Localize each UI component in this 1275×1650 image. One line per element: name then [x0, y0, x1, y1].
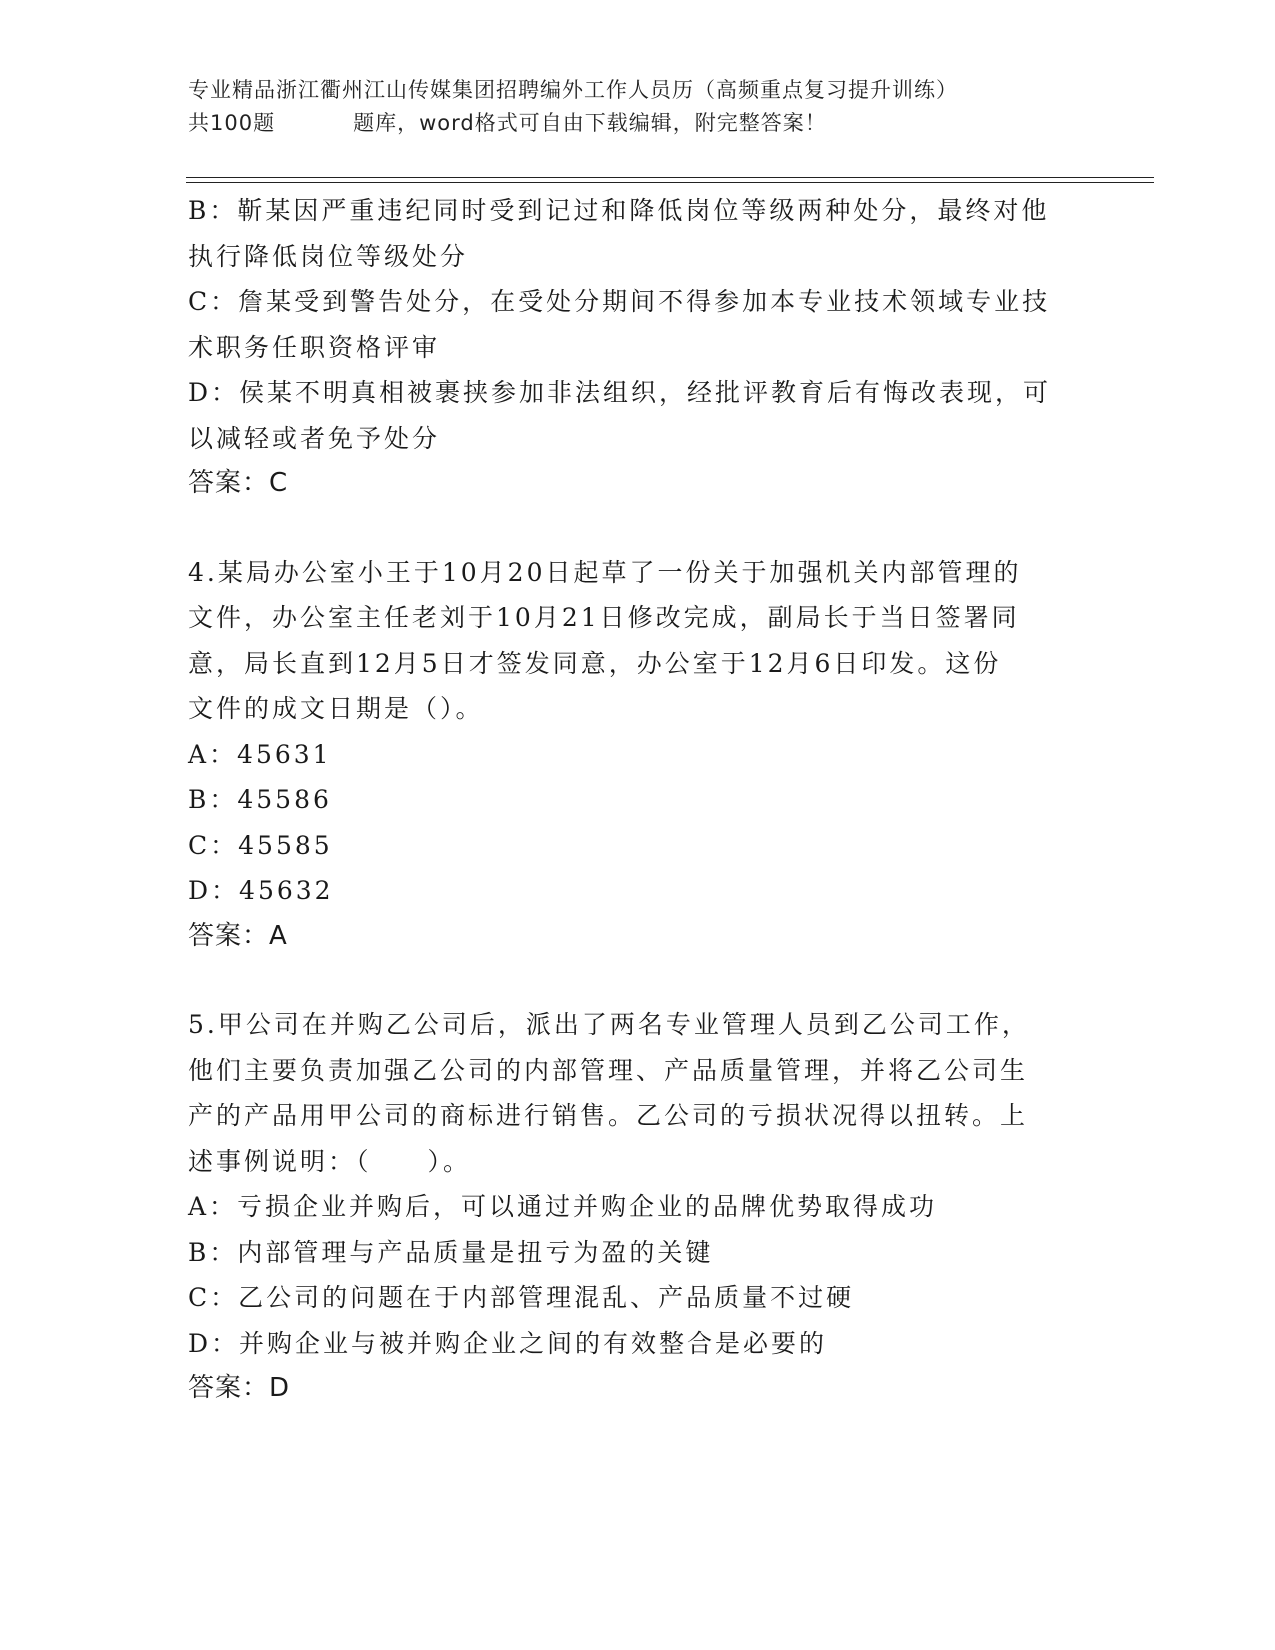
q5-stem-line2: 他们主要负责加强乙公司的内部管理、产品质量管理，并将乙公司生 [188, 1055, 1029, 1085]
q5-stem-line4: 述事例说明：（ ）。 [188, 1146, 472, 1176]
q3-option-b-line1: B：靳某因严重违纪同时受到记过和降低岗位等级两种处分，最终对他 [188, 196, 1050, 225]
q3-option-d-line2: 以减轻或者免予处分 [188, 423, 441, 453]
q5-option-b: B：内部管理与产品质量是扭亏为盈的关键 [188, 1237, 714, 1267]
header-subtitle-line [188, 107, 1108, 140]
q4-stem-line1: 4.某局办公室小王于10月20日起草了一份关于加强机关内部管理的 [188, 557, 1022, 587]
q3-option-d-line1: D：侯某不明真相被裹挟参加非法组织，经批评教育后有悔改表现，可 [188, 378, 1052, 407]
q4-option-c: C：45585 [188, 830, 333, 860]
q4-option-a: A：45631 [188, 739, 332, 769]
q5-stem-line1: 5.甲公司在并购乙公司后，派出了两名专业管理人员到乙公司工作， [188, 1010, 1030, 1039]
question-spacer [188, 507, 1088, 550]
q4-answer: 答案：A [188, 920, 288, 951]
question-5 [188, 1002, 1088, 1412]
question-3-options [188, 188, 1088, 507]
header-title-line: 专业精品浙江衢州江山传媒集团招聘编外工作人员历（高频重点复习提升训练） [188, 78, 958, 102]
q3-answer: 答案：C [188, 468, 289, 498]
header-description: 题库，word格式可自由下载编辑，附完整答案！ [353, 111, 827, 135]
header-rule-top [186, 177, 1154, 178]
page-header [188, 74, 1108, 140]
q5-option-d: D：并购企业与被并购企业之间的有效整合是必要的 [188, 1328, 828, 1358]
q5-answer: 答案：D [188, 1373, 291, 1403]
header-rule-bottom [186, 182, 1154, 183]
q4-stem-line4: 文件的成文日期是（）。 [188, 694, 484, 723]
q5-option-c: C：乙公司的问题在于内部管理混乱、产品质量不过硬 [188, 1283, 855, 1312]
q3-option-c-line2: 术职务任职资格评审 [188, 332, 441, 362]
q5-option-a: A：亏损企业并购后，可以通过并购企业的品牌优势取得成功 [188, 1192, 938, 1221]
q4-stem-line2: 文件，办公室主任老刘于10月21日修改完成，副局长于当日签署同 [188, 603, 1020, 632]
q5-stem-line3: 产的产品用甲公司的商标进行销售。乙公司的亏损状况得以扭转。上 [188, 1101, 1029, 1130]
q4-stem-line3: 意，局长直到12月5日才签发同意，办公室于12月6日印发。这份 [188, 648, 1002, 678]
q3-option-c-line1: C：詹某受到警告处分，在受处分期间不得参加本专业技术领域专业技 [188, 287, 1051, 316]
question-4 [188, 550, 1088, 960]
header-question-count: 共100题 [188, 111, 276, 135]
q4-option-b: B：45586 [188, 785, 332, 814]
q3-option-b-line2: 执行降低岗位等级处分 [188, 241, 469, 271]
question-spacer [188, 959, 1088, 1002]
q4-option-d: D：45632 [188, 876, 334, 905]
document-body [188, 188, 1088, 1412]
